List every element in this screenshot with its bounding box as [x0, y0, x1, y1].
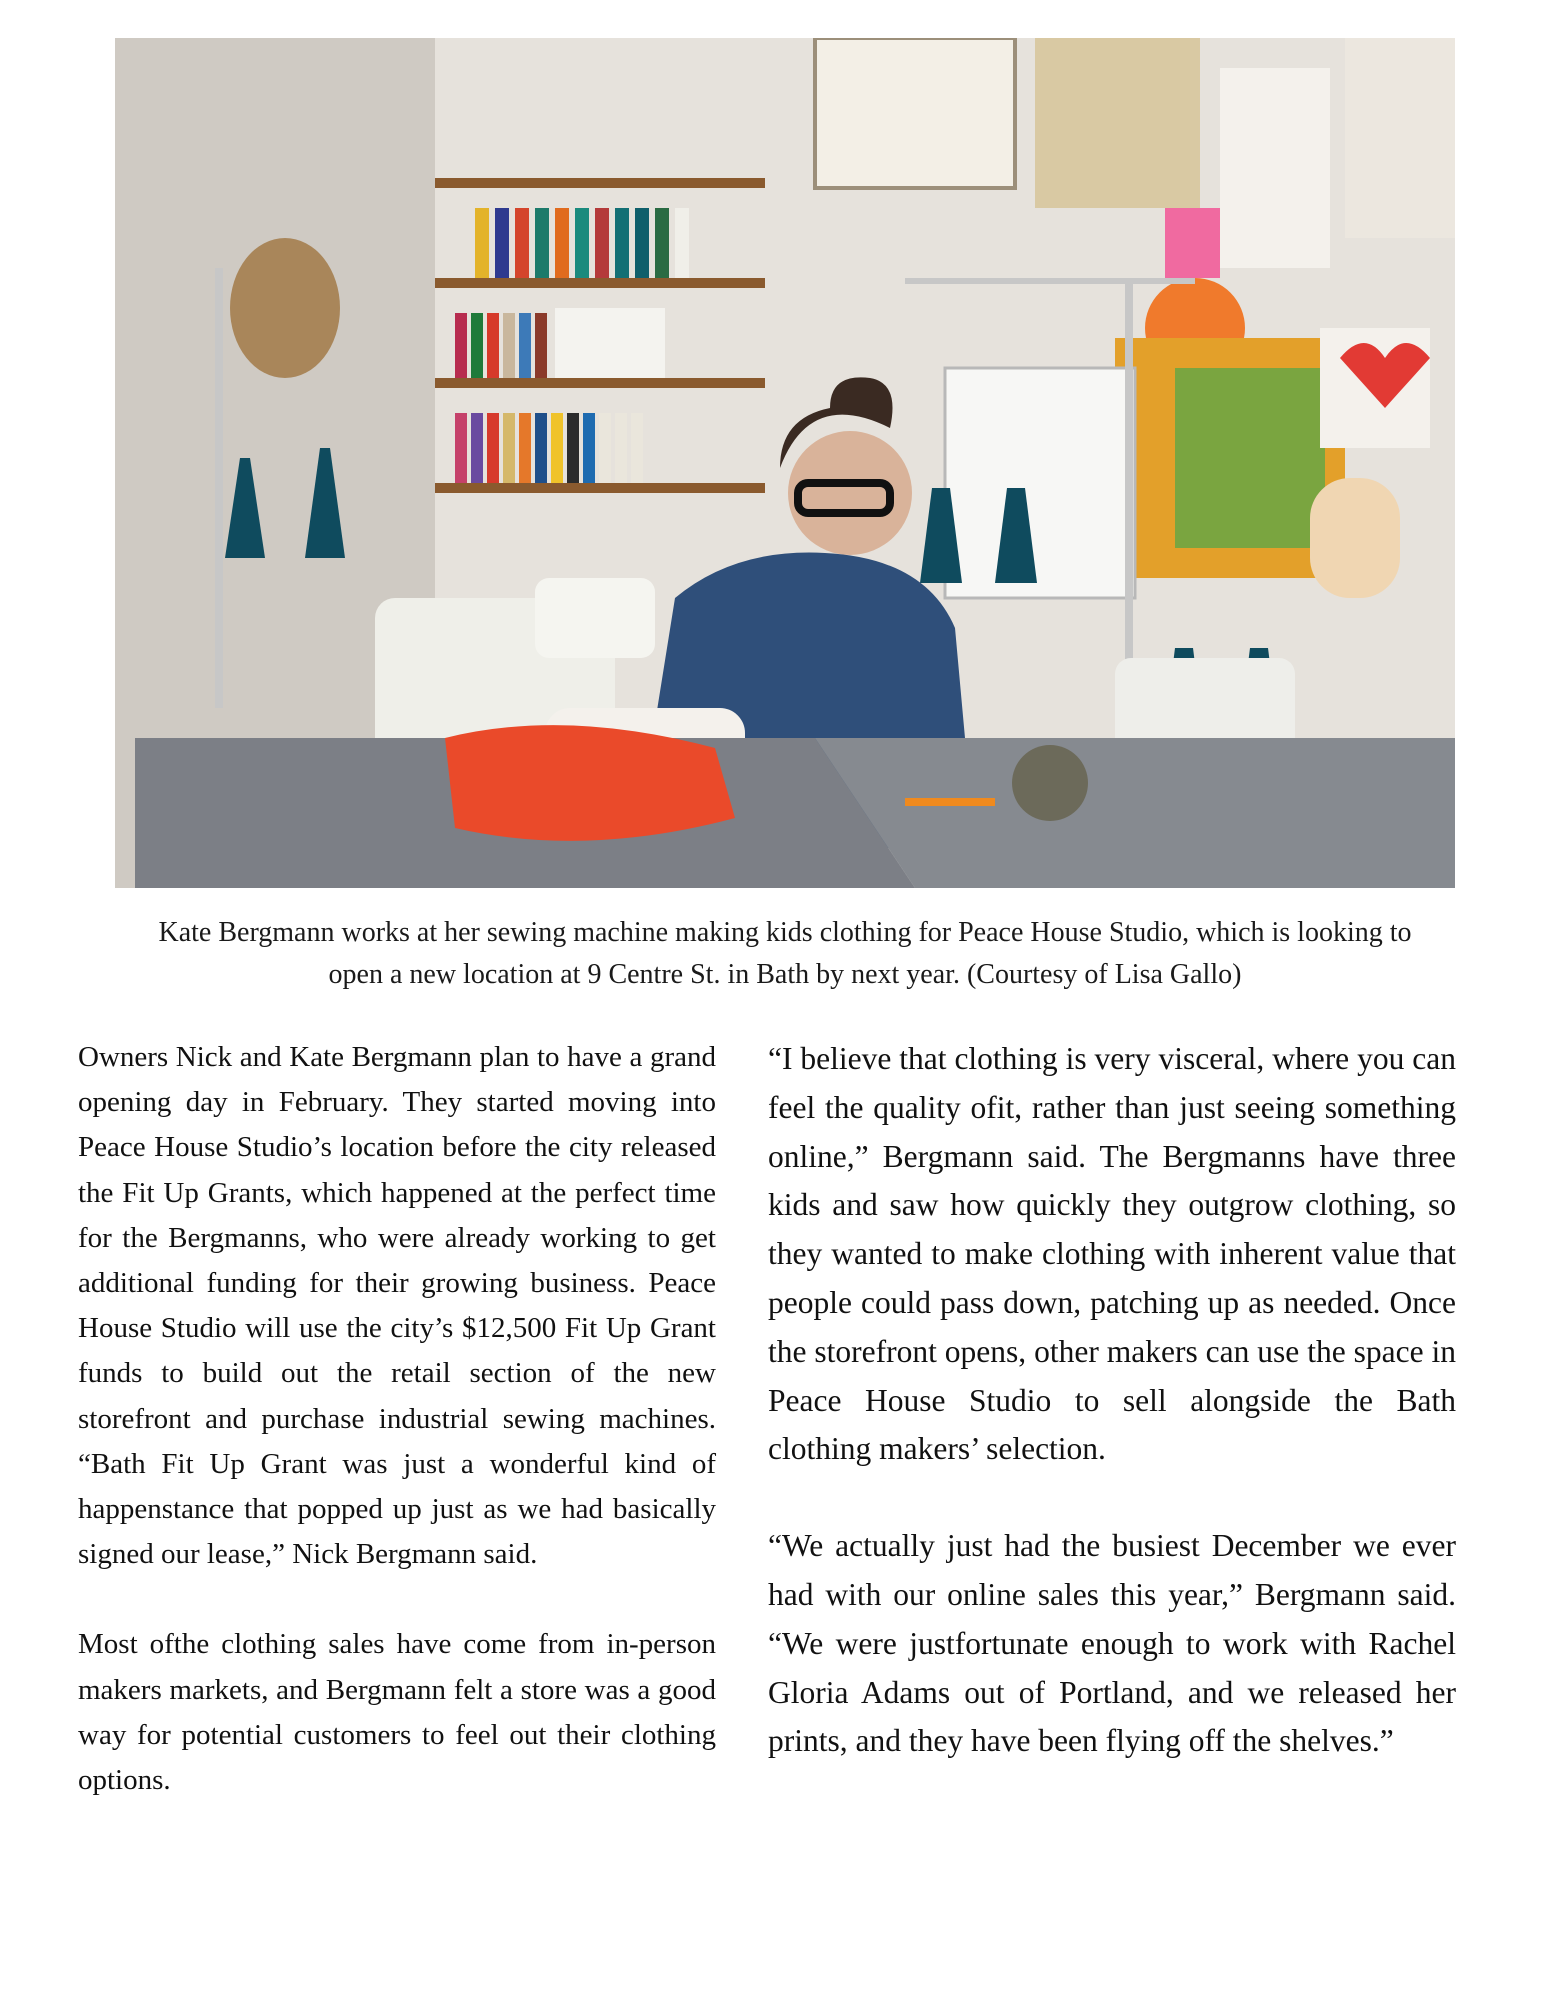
article-paragraph: Owners Nick and Kate Bergmann plan to have a grand opening day in February. They started moving into Peace House Studio’s location before the city released the Fit Up Grants, which happened at the perfect time for the Bergmanns, who were already working to get additional funding for their growing business. Peace House Studio will use the city’s $12,500 Fit Up Grant funds to build out the retail section of the new storefront and purchase industrial sewing machines. “Bath Fit Up Grant was just a wonderful kind of happenstance that popped up just as we had basically signed our lease,” Nick Bergmann said.	[78, 1041, 716, 1571]
article-paragraph: Most ofthe clothing sales have come from in-person makers markets, and Bergmann felt a store was a good way for potential customers to feel out their clothing options.	[78, 1628, 716, 1797]
article-column-left	[78, 1035, 716, 1803]
sewing-studio-illustration	[115, 38, 1455, 888]
photo-caption: Kate Bergmann works at her sewing machine making kids clothing for Peace House Studio, which is looking to open a new location at 9 Centre St. in Bath by next year. (Courtesy of Lisa Gallo)	[158, 917, 1412, 990]
article-column-right	[768, 1035, 1456, 1766]
article-paragraph: “I believe that clothing is very visceral, where you can feel the quality ofit, rather than just seeing something online,” Bergmann said. The Bergmanns have three kids and saw how quickly they outgrow clothing, so they wanted to make clothing with inherent value that people could pass down, patching up as needed. Once the storefront opens, other makers can use the space in Peace House Studio to sell alongside the Bath clothing makers’ selection.	[768, 1041, 1456, 1467]
article-paragraph: “We actually just had the busiest December we ever had with our online sales this year,” Bergmann said. “We were justfortunate enough to work with Rachel Gloria Adams out of Portland, and we released her prints, and they have been flying off the shelves.”	[768, 1528, 1456, 1759]
article-photo	[115, 38, 1455, 888]
